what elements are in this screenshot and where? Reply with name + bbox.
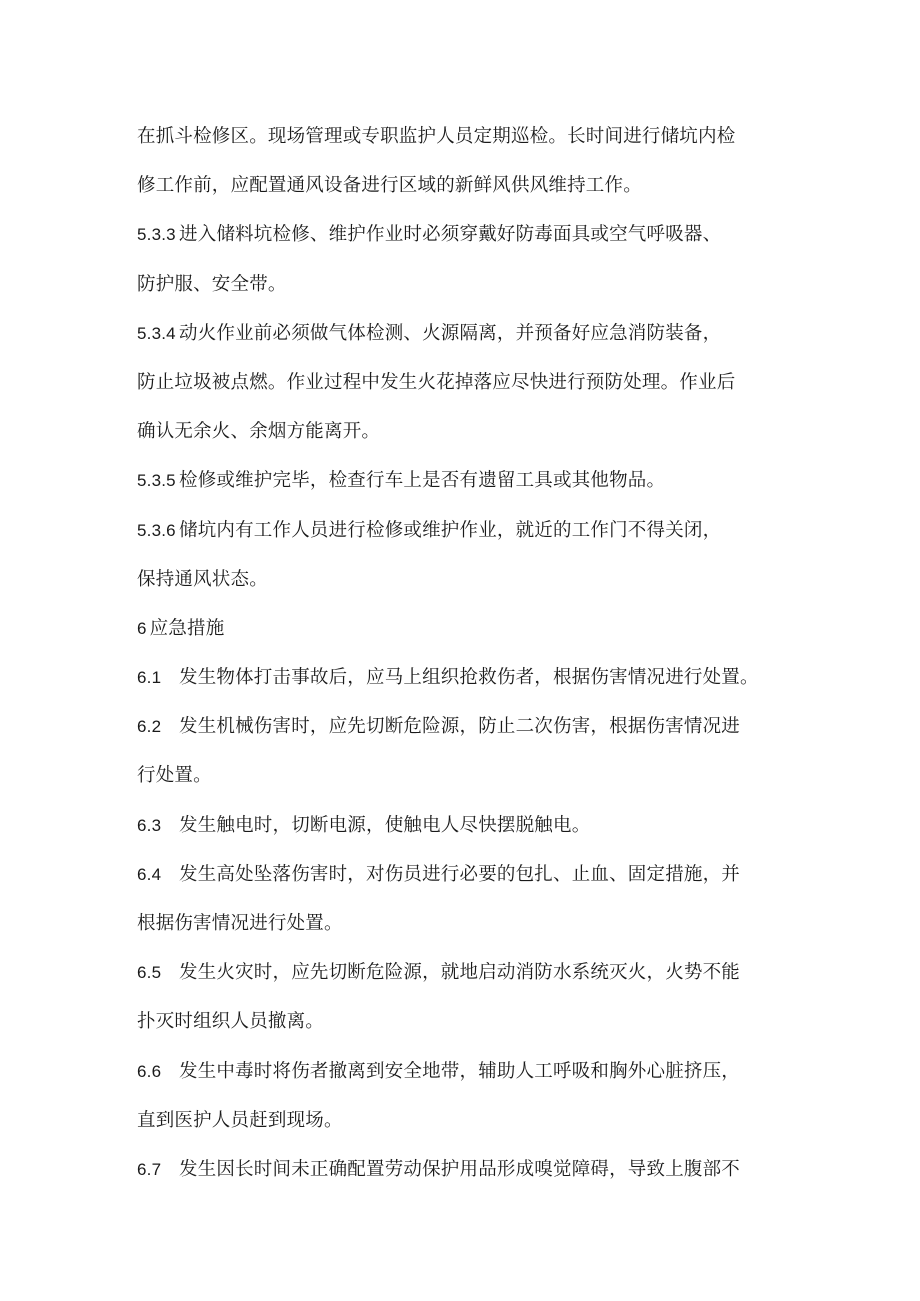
text-line [137, 161, 807, 210]
section-number: 5.3.5 [137, 471, 176, 491]
text-line [137, 456, 807, 505]
paragraph-text: 修工作前，应配置通风设备进行区域的新鲜风供风维持工作。 [137, 175, 642, 197]
text-line [137, 1047, 807, 1096]
section-number: 5.3.6 [137, 520, 176, 540]
paragraph-text: 发生机械伤害时，应先切断危险源，防止二次伤害，根据伤害情况进 [179, 716, 741, 738]
paragraph-text: 动火作业前必须做气体检测、火源隔离，并预备好应急消防装备， [179, 322, 722, 344]
text-line [137, 850, 807, 899]
paragraph-text: 直到医护人员赶到现场。 [137, 1109, 343, 1131]
paragraph-text: 发生火灾时，应先切断危险源，就地启动消防水系统灭火，火势不能 [179, 962, 741, 984]
text-line [137, 801, 807, 850]
text-line [137, 1096, 807, 1145]
text-line [137, 358, 807, 407]
section-number: 6 [137, 618, 147, 638]
text-line [137, 506, 807, 555]
paragraph-text: 防护服、安全带。 [137, 273, 287, 295]
paragraph-text: 确认无余火、余烟方能离开。 [137, 421, 381, 443]
section-number: 6.6 [137, 1061, 162, 1081]
paragraph-text: 保持通风状态。 [137, 568, 268, 590]
paragraph-text: 发生物体打击事故后，应马上组织抢救伤者，根据伤害情况进行处置。 [179, 667, 759, 689]
text-line [137, 555, 807, 604]
text-line [137, 702, 807, 751]
text-line [137, 948, 807, 997]
section-number: 5.3.3 [137, 225, 176, 245]
paragraph-text: 发生因长时间未正确配置劳动保护用品形成嗅觉障碍，导致上腹部不 [179, 1158, 741, 1180]
text-line [137, 112, 807, 161]
section-heading [137, 604, 807, 653]
section-number: 6.1 [137, 668, 162, 688]
paragraph-text: 检修或维护完毕，检查行车上是否有遗留工具或其他物品。 [179, 470, 666, 492]
text-line [137, 1145, 807, 1194]
section-number: 6.4 [137, 864, 162, 884]
text-line [137, 210, 807, 259]
text-line [137, 260, 807, 309]
text-line [137, 309, 807, 358]
paragraph-text: 储坑内有工作人员进行检修或维护作业，就近的工作门不得关闭， [179, 519, 722, 541]
section-number: 6.7 [137, 1159, 162, 1179]
section-number: 6.3 [137, 815, 162, 835]
text-line [137, 997, 807, 1046]
section-number: 6.2 [137, 717, 162, 737]
section-number: 5.3.4 [137, 323, 176, 343]
paragraph-text: 发生中毒时将伤者撤离到安全地带，辅助人工呼吸和胸外心脏挤压， [179, 1060, 741, 1082]
paragraph-text: 发生触电时，切断电源，使触电人尽快摆脱触电。 [179, 814, 591, 836]
text-line [137, 407, 807, 456]
paragraph-text: 进入储料坑检修、维护作业时必须穿戴好防毒面具或空气呼吸器、 [179, 224, 722, 246]
text-line [137, 751, 807, 800]
paragraph-text: 根据伤害情况进行处置。 [137, 913, 343, 934]
text-line [137, 653, 807, 702]
paragraph-text: 扑灭时组织人员撤离。 [137, 1011, 325, 1033]
section-number: 6.5 [137, 963, 162, 983]
paragraph-text: 行处置。 [137, 765, 212, 787]
document-body [137, 112, 807, 1194]
heading-text: 应急措施 [149, 617, 225, 639]
paragraph-text: 防止垃圾被点燃。作业过程中发生火花掉落应尽快进行预防处理。作业后 [137, 371, 736, 393]
paragraph-text: 发生高处坠落伤害时，对伤员进行必要的包扎、止血、固定措施，并 [179, 863, 741, 885]
paragraph-text: 在抓斗检修区。现场管理或专职监护人员定期巡检。长时间进行储坑内检 [137, 126, 736, 147]
text-line [137, 899, 807, 948]
